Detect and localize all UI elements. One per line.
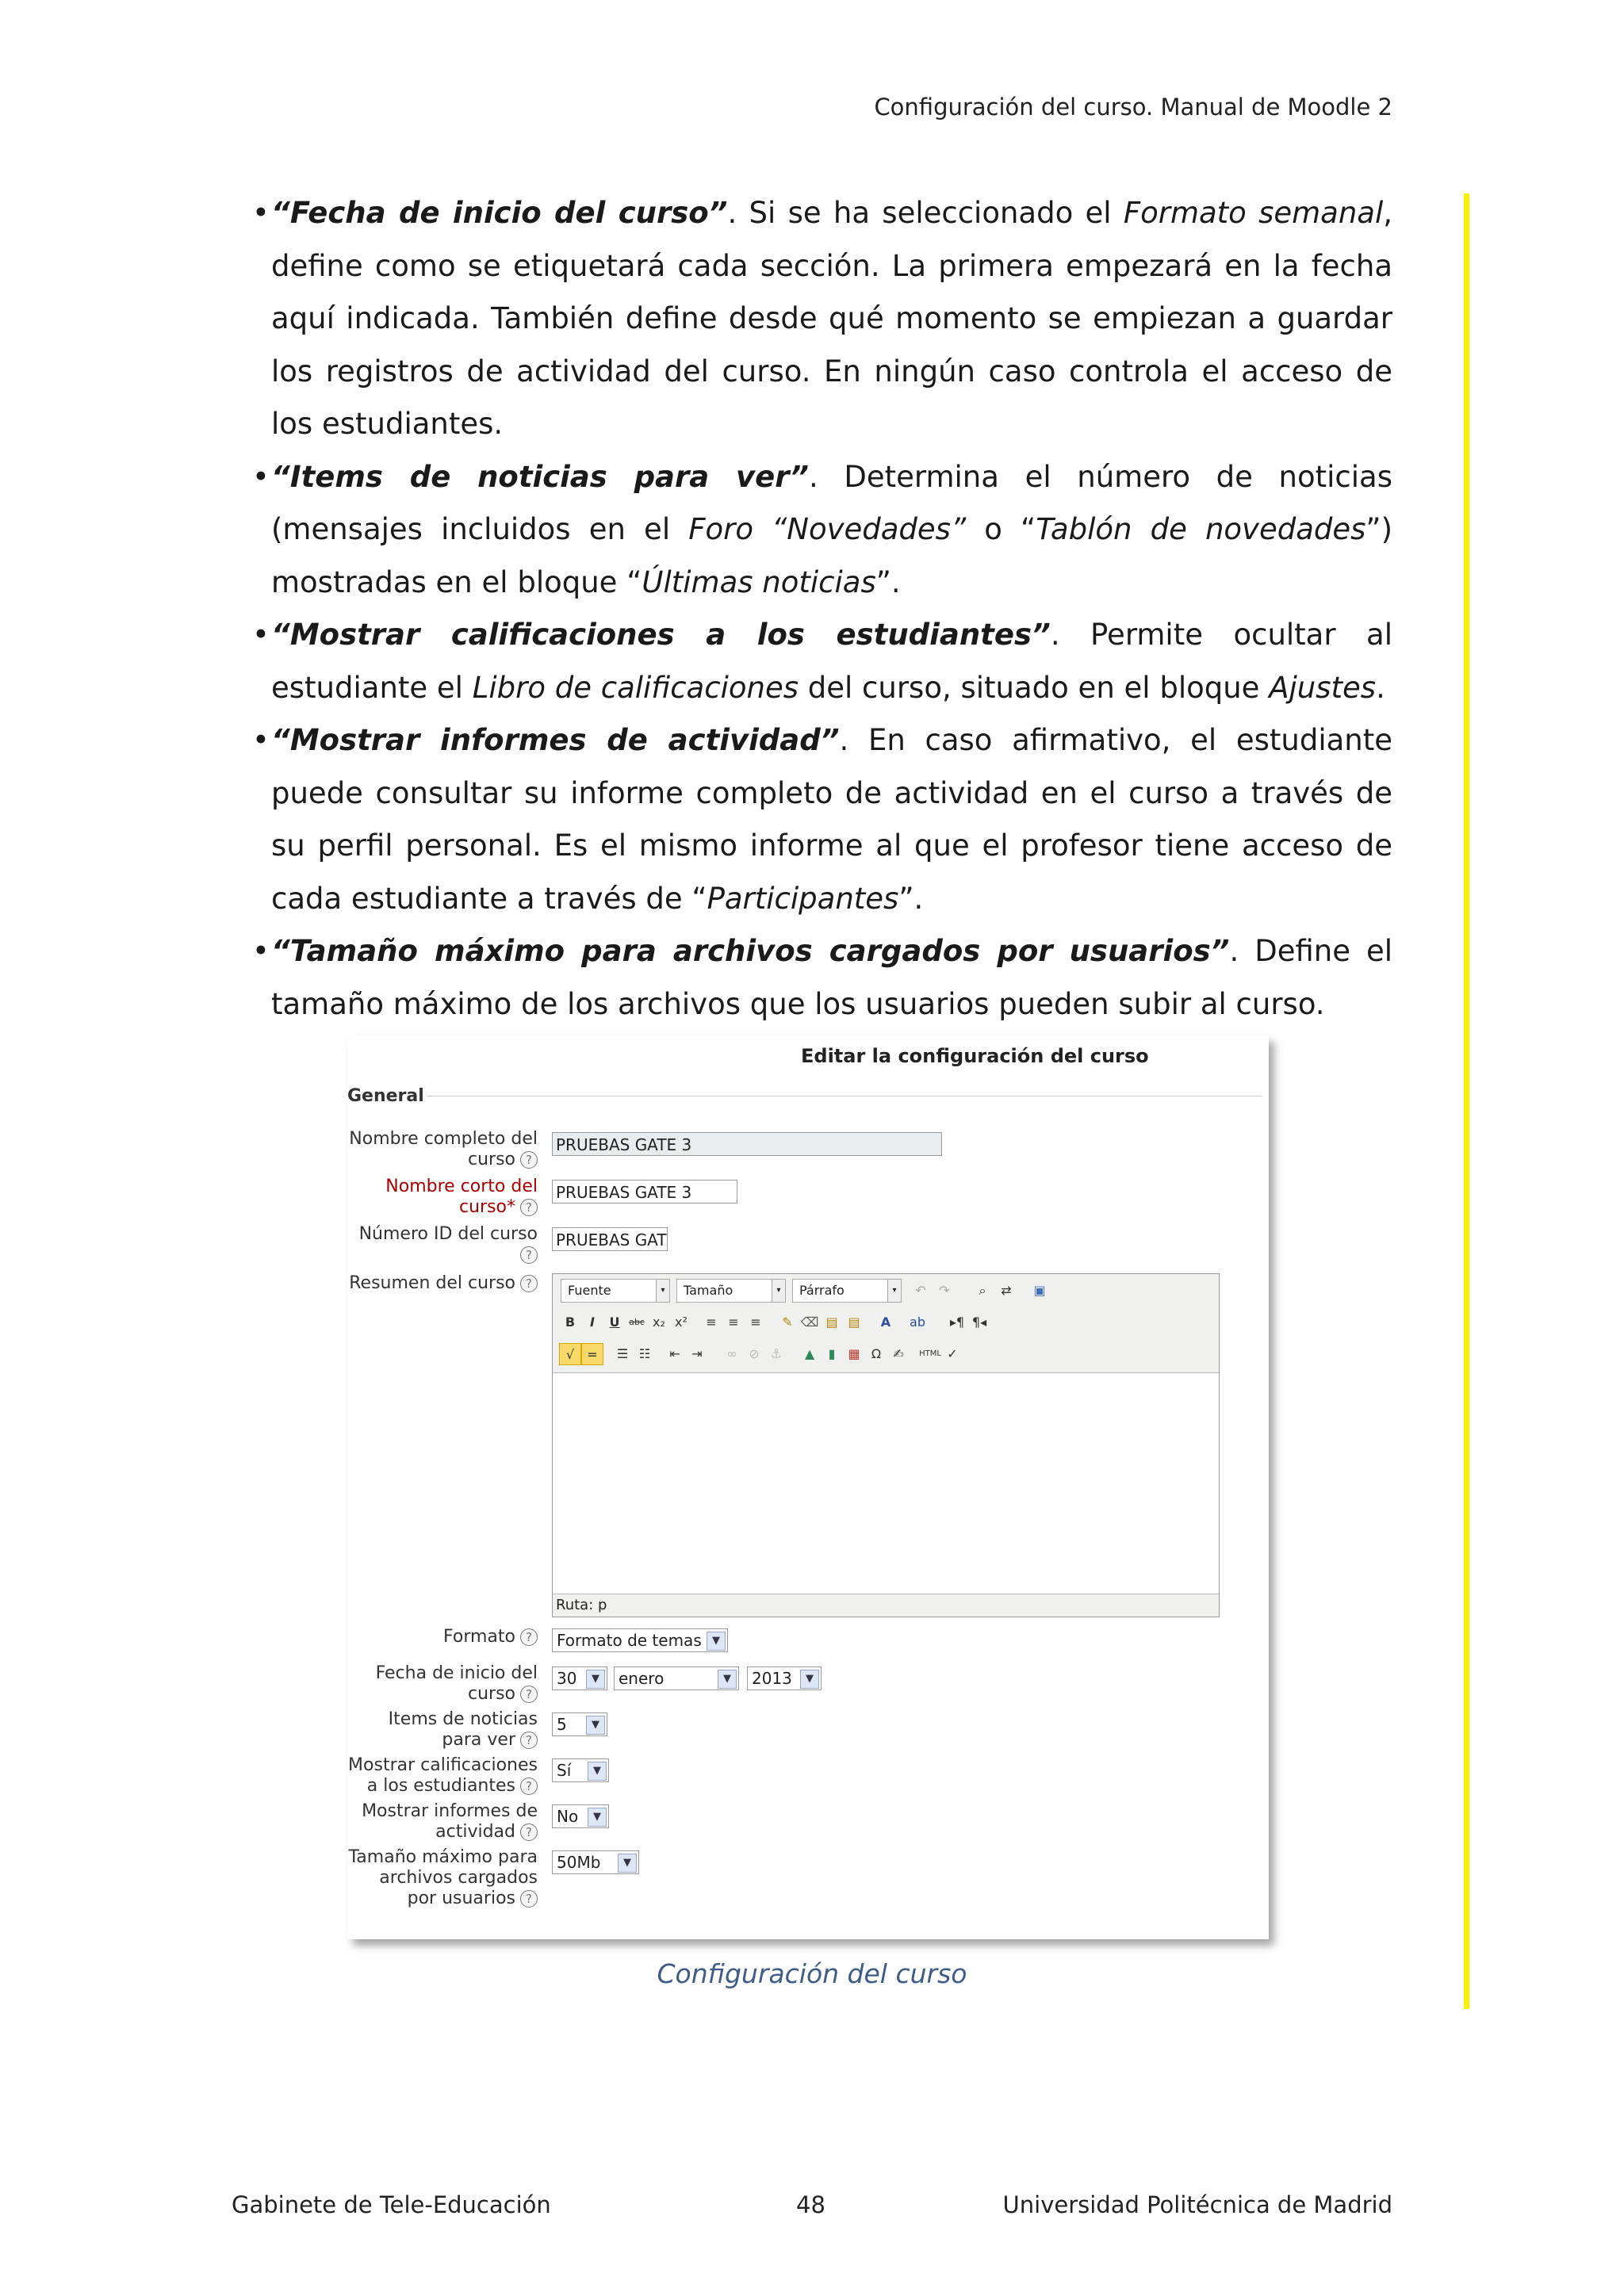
maxbytes-label: Tamaño máximo para archivos cargados por usuarios ? — [348, 1847, 538, 1908]
undo-icon[interactable]: ↶ — [915, 1283, 926, 1298]
table-icon[interactable]: ▦ — [848, 1346, 860, 1361]
subscript-icon[interactable]: x₂ — [653, 1314, 665, 1330]
rtl-icon[interactable]: ¶◂ — [971, 1314, 987, 1330]
editor-status-path: Ruta: p — [553, 1594, 1219, 1617]
size-select[interactable]: Tamaño ▾ — [676, 1279, 786, 1303]
shortname-label: Nombre corto del curso* ? — [385, 1177, 538, 1217]
strikethrough-icon[interactable]: abc — [629, 1317, 645, 1327]
bullet-icon: • — [252, 196, 270, 230]
startdate-label: Fecha de inicio del curso ? — [375, 1663, 538, 1704]
bullet-item-items-noticias: • “Items de noticias para ver”. Determina el número de noticias (mensajes incluidos en el Foro “Novedades” o “Tablón de novedades”) mostradas en el bloque “Últimas noticias”. — [252, 451, 1392, 610]
align-center-icon[interactable]: ≡ — [728, 1314, 739, 1330]
shortname-input[interactable]: PRUEBAS GATE 3 — [552, 1180, 737, 1203]
bullet-term: “Tamaño máximo para archivos cargados por usuarios” — [271, 934, 1230, 968]
format-label: Formato ? — [347, 1627, 538, 1647]
bullet-list — [252, 187, 1392, 1031]
chevron-down-icon: ▼ — [800, 1670, 819, 1689]
chevron-down-icon: ▼ — [618, 1854, 637, 1873]
help-icon[interactable]: ? — [520, 1151, 538, 1169]
form-title: Editar la configuración del curso — [801, 1045, 1149, 1067]
startdate-month-select[interactable]: enero ▼ — [614, 1667, 739, 1690]
fullname-input[interactable]: PRUEBAS GATE 3 — [552, 1132, 942, 1156]
summary-editor[interactable] — [552, 1273, 1220, 1617]
showgrades-select[interactable]: Sí ▼ — [552, 1758, 609, 1782]
paste-word-icon[interactable]: ▤ — [848, 1314, 860, 1330]
chevron-down-icon: ▼ — [718, 1670, 737, 1689]
idnumber-label: Número ID del curso? — [358, 1224, 538, 1262]
bullet-icon: • — [252, 723, 270, 757]
paste-text-icon[interactable]: ▤ — [825, 1314, 838, 1330]
showgrades-label: Mostrar calificaciones a los estudiantes ? — [348, 1755, 538, 1796]
dropdown-arrow-icon: ▾ — [887, 1280, 901, 1302]
clean-icon[interactable]: ✎ — [782, 1314, 793, 1330]
help-icon[interactable]: ? — [520, 1628, 538, 1646]
align-right-icon[interactable]: ≡ — [750, 1314, 761, 1330]
editor-toolbar — [553, 1274, 1219, 1373]
bullet-term: “Mostrar informes de actividad” — [271, 723, 840, 757]
course-settings-screenshot — [347, 1035, 1269, 1939]
link-icon[interactable]: ∞ — [726, 1346, 737, 1361]
bullet-term: “Items de noticias para ver” — [271, 459, 809, 494]
bullet-item-fecha-inicio: • “Fecha de inicio del curso”. Si se ha seleccionado el Formato semanal, define como se etiquetará cada sección. La primera empezará en la fecha aquí indicada. También define desde qué momento se empiezan a guardar los registros de actividad del curso. En ningún caso controla el acceso de los estudiantes. — [252, 187, 1392, 451]
help-icon[interactable]: ? — [520, 1199, 538, 1216]
background-color-icon[interactable]: ab — [910, 1314, 925, 1330]
bullet-icon: • — [252, 618, 270, 652]
bullet-icon: • — [252, 934, 270, 968]
special-char-icon[interactable]: Ω — [871, 1346, 882, 1361]
replace-icon[interactable]: ⇄ — [1001, 1283, 1012, 1298]
idnumber-input[interactable]: PRUEBAS GAT — [552, 1227, 668, 1251]
help-icon[interactable]: ? — [520, 1246, 538, 1264]
chevron-down-icon: ▼ — [586, 1716, 605, 1735]
numbered-list-icon[interactable]: ☷ — [638, 1346, 651, 1361]
spellcheck-abc-icon[interactable]: ✓ — [947, 1346, 958, 1361]
help-icon[interactable]: ? — [520, 1686, 538, 1703]
figure-caption: Configuración del curso — [657, 1958, 967, 1989]
html-source-icon[interactable]: HTML — [919, 1349, 941, 1358]
redo-icon[interactable]: ↷ — [939, 1283, 950, 1298]
chevron-down-icon: ▼ — [588, 1808, 607, 1827]
bullet-item-mostrar-informes: • “Mostrar informes de actividad”. En caso afirmativo, el estudiante puede consultar su informe completo de actividad en el curso a través de su perfil personal. Es el mismo informe al que el profesor tiene acceso de cada estudiante a través de “Participantes”. — [252, 714, 1392, 925]
chevron-down-icon: ▼ — [707, 1632, 726, 1651]
italic-icon[interactable]: I — [590, 1314, 595, 1330]
image-icon[interactable]: ▲ — [804, 1346, 815, 1361]
dropdown-arrow-icon: ▾ — [772, 1280, 785, 1302]
chevron-down-icon: ▼ — [588, 1762, 607, 1781]
fullscreen-icon[interactable]: ▣ — [1033, 1283, 1046, 1298]
indent-icon[interactable]: ⇥ — [691, 1346, 703, 1361]
footer-right: Universidad Politécnica de Madrid — [1002, 2191, 1392, 2218]
anchor-icon[interactable]: ⚓ — [770, 1346, 783, 1361]
help-icon[interactable]: ? — [520, 1823, 538, 1841]
outdent-icon[interactable]: ⇤ — [669, 1346, 680, 1361]
newsitems-label: Items de noticias para ver ? — [388, 1709, 538, 1750]
equation-icon[interactable]: = — [581, 1343, 603, 1365]
required-marker: * — [507, 1197, 515, 1217]
text-color-icon[interactable]: A — [880, 1314, 891, 1330]
dropdown-arrow-icon: ▾ — [656, 1280, 669, 1302]
section-legend: General — [347, 1086, 424, 1106]
bullet-list-icon[interactable]: ☰ — [616, 1346, 629, 1361]
ltr-icon[interactable]: ▸¶ — [949, 1314, 965, 1330]
showreports-label: Mostrar informes de actividad ? — [362, 1801, 538, 1842]
yellow-margin-rule — [1464, 193, 1469, 2009]
bullet-icon: • — [252, 459, 270, 494]
help-icon[interactable]: ? — [520, 1890, 538, 1908]
help-icon[interactable]: ? — [520, 1275, 538, 1292]
edit-icon[interactable]: ✍ — [893, 1346, 904, 1361]
find-icon[interactable]: ⌕ — [979, 1283, 986, 1298]
bullet-item-tamano-maximo: • “Tamaño máximo para archivos cargados por usuarios”. Define el tamaño máximo de los archivos que los usuarios pueden subir al curso. — [252, 925, 1392, 1031]
bold-icon[interactable]: B — [565, 1314, 576, 1330]
eraser-icon[interactable]: ⌫ — [800, 1314, 819, 1330]
paragraph-select[interactable]: Párrafo ▾ — [792, 1279, 902, 1303]
font-select[interactable]: Fuente ▾ — [561, 1279, 670, 1303]
summary-label: Resumen del curso ? — [347, 1273, 538, 1294]
underline-icon[interactable]: U — [609, 1314, 620, 1330]
fullname-label: Nombre completo del curso ? — [349, 1129, 538, 1169]
running-header: Configuración del curso. Manual de Moodle 2 — [874, 94, 1392, 121]
superscript-icon[interactable]: x² — [675, 1314, 688, 1330]
maxbytes-select[interactable]: 50Mb ▼ — [552, 1850, 639, 1874]
spellcheck-icon[interactable]: √ — [559, 1343, 581, 1365]
bullet-term: “Fecha de inicio del curso” — [271, 196, 728, 230]
chevron-down-icon: ▼ — [586, 1670, 605, 1689]
startdate-year-select[interactable]: 2013 ▼ — [747, 1667, 822, 1690]
help-icon[interactable]: ? — [520, 1777, 538, 1795]
page-number: 48 — [796, 2191, 825, 2218]
help-icon[interactable]: ? — [520, 1732, 538, 1749]
unlink-icon[interactable]: ⊘ — [749, 1346, 760, 1361]
media-icon[interactable]: ▮ — [828, 1346, 836, 1361]
bullet-item-mostrar-calificaciones: • “Mostrar calificaciones a los estudiantes”. Permite ocultar al estudiante el Libro de calificaciones del curso, situado en el bloque Ajustes. — [252, 609, 1392, 714]
bullet-term: “Mostrar calificaciones a los estudiantes” — [271, 618, 1051, 652]
footer-left: Gabinete de Tele-Educación — [232, 2191, 551, 2218]
newsitems-select[interactable]: 5 ▼ — [552, 1712, 607, 1736]
startdate-day-select[interactable]: 30 ▼ — [552, 1667, 607, 1690]
format-select[interactable]: Formato de temas ▼ — [552, 1628, 728, 1652]
showreports-select[interactable]: No ▼ — [552, 1804, 609, 1828]
align-left-icon[interactable]: ≡ — [706, 1314, 717, 1330]
